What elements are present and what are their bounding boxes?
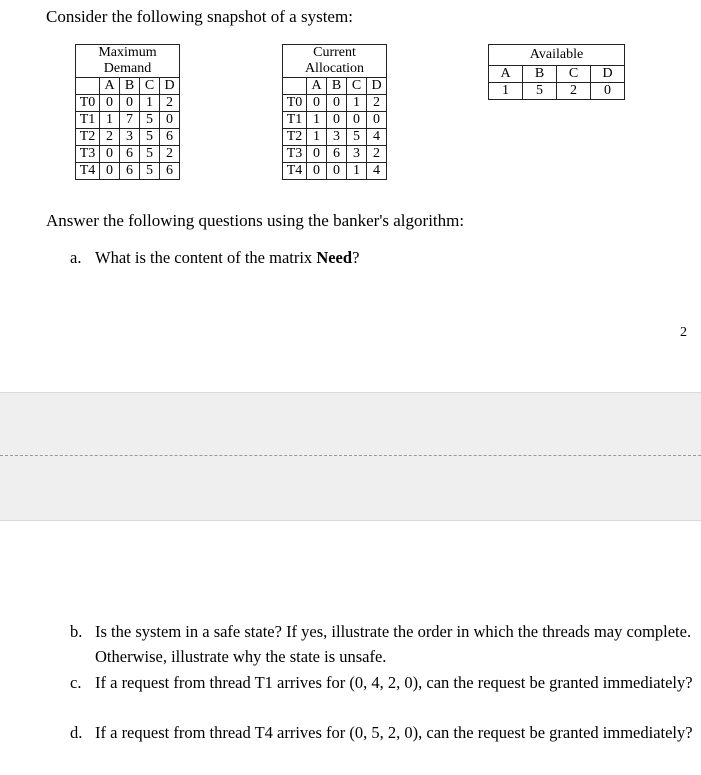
table-cell: 3 xyxy=(327,129,347,146)
question-bold-term: Need xyxy=(316,248,353,267)
row-label: T2 xyxy=(283,129,307,146)
column-header: B xyxy=(120,78,140,95)
page-break-band xyxy=(0,392,701,521)
table-cell: 0 xyxy=(367,112,387,129)
row-label: T1 xyxy=(283,112,307,129)
table-row xyxy=(489,83,625,100)
table-cell: 5 xyxy=(347,129,367,146)
question-letter: c. xyxy=(70,673,82,692)
table-row xyxy=(76,129,180,146)
row-label: T3 xyxy=(283,146,307,163)
instructions-text: Answer the following questions using the banker's algorithm: xyxy=(46,211,465,230)
row-label: T3 xyxy=(76,146,100,163)
column-header: C xyxy=(140,78,160,95)
table-cell: 0 xyxy=(347,112,367,129)
column-header: D xyxy=(367,78,387,95)
question-text: If a request from thread T4 arrives for (0, 5, 2, 0), can the request be granted immediately? xyxy=(95,723,693,742)
table-cell: 5 xyxy=(140,163,160,180)
table-cell: 1 xyxy=(347,95,367,112)
table-row xyxy=(76,95,180,112)
table-cell: 6 xyxy=(160,163,180,180)
row-label: T0 xyxy=(283,95,307,112)
row-label: T1 xyxy=(76,112,100,129)
question-text-end: ? xyxy=(352,248,360,267)
table-cell: 6 xyxy=(160,129,180,146)
table-cell: 5 xyxy=(140,112,160,129)
table-cell: 3 xyxy=(347,146,367,163)
table-cell: 5 xyxy=(523,83,557,100)
page-break-divider xyxy=(0,455,701,456)
table-cell: 5 xyxy=(140,146,160,163)
table-cell: 0 xyxy=(327,163,347,180)
table-caption: Available xyxy=(489,45,625,66)
column-header: C xyxy=(347,78,367,95)
column-header: B xyxy=(523,66,557,83)
table-cell: 2 xyxy=(100,129,120,146)
table-row xyxy=(283,129,387,146)
question-letter: d. xyxy=(70,723,83,742)
table-cell: 2 xyxy=(160,95,180,112)
table-header-row xyxy=(489,66,625,83)
row-label: T2 xyxy=(76,129,100,146)
table-cell: 0 xyxy=(327,112,347,129)
row-label: T4 xyxy=(283,163,307,180)
column-header: D xyxy=(591,66,625,83)
table-cell: 7 xyxy=(120,112,140,129)
table-cell: 0 xyxy=(307,163,327,180)
table-row xyxy=(76,163,180,180)
column-header: A xyxy=(307,78,327,95)
table-row xyxy=(283,95,387,112)
table-cell: 0 xyxy=(327,95,347,112)
question-text: If a request from thread T1 arrives for (0, 4, 2, 0), can the request be granted immediately? xyxy=(95,673,693,692)
table-cell: 5 xyxy=(140,129,160,146)
table-cell: 1 xyxy=(489,83,523,100)
column-header: A xyxy=(489,66,523,83)
table-cell: 6 xyxy=(120,146,140,163)
table-cell: 1 xyxy=(307,129,327,146)
table-cell: 2 xyxy=(367,95,387,112)
table-caption: Current Allocation xyxy=(283,45,387,78)
column-header: C xyxy=(557,66,591,83)
table-row xyxy=(283,163,387,180)
available-table xyxy=(488,44,625,100)
table-cell: 0 xyxy=(591,83,625,100)
question-text: What is the content of the matrix xyxy=(95,248,317,267)
question-text: Is the system in a safe state? If yes, illustrate the order in which the threads may complete. Otherwise, illustrate why the state is unsafe. xyxy=(95,622,692,666)
table-cell: 2 xyxy=(367,146,387,163)
table-cell: 0 xyxy=(100,163,120,180)
table-caption: Maximum Demand xyxy=(76,45,180,78)
table-cell: 1 xyxy=(307,112,327,129)
table-cell: 0 xyxy=(100,95,120,112)
intro-text: Consider the following snapshot of a system: xyxy=(46,7,353,26)
table-header-row xyxy=(76,78,180,95)
table-cell: 0 xyxy=(100,146,120,163)
table-cell: 0 xyxy=(160,112,180,129)
column-header: B xyxy=(327,78,347,95)
current-allocation-table xyxy=(282,44,387,180)
row-label: T4 xyxy=(76,163,100,180)
table-row xyxy=(283,112,387,129)
column-header: A xyxy=(100,78,120,95)
table-cell: 2 xyxy=(557,83,591,100)
table-cell: 6 xyxy=(327,146,347,163)
table-row xyxy=(76,112,180,129)
table-cell: 0 xyxy=(120,95,140,112)
table-cell: 0 xyxy=(307,95,327,112)
table-row xyxy=(283,146,387,163)
table-header-row xyxy=(283,78,387,95)
column-header: D xyxy=(160,78,180,95)
page-number: 2 xyxy=(680,325,687,340)
question-letter: a. xyxy=(70,248,82,267)
table-cell: 6 xyxy=(120,163,140,180)
table-cell: 0 xyxy=(307,146,327,163)
table-row xyxy=(76,146,180,163)
maximum-demand-table xyxy=(75,44,180,180)
question-letter: b. xyxy=(70,622,83,641)
table-cell: 4 xyxy=(367,129,387,146)
table-cell: 1 xyxy=(140,95,160,112)
table-cell: 1 xyxy=(347,163,367,180)
table-cell: 2 xyxy=(160,146,180,163)
table-cell: 3 xyxy=(120,129,140,146)
table-cell: 4 xyxy=(367,163,387,180)
table-cell: 1 xyxy=(100,112,120,129)
row-label: T0 xyxy=(76,95,100,112)
